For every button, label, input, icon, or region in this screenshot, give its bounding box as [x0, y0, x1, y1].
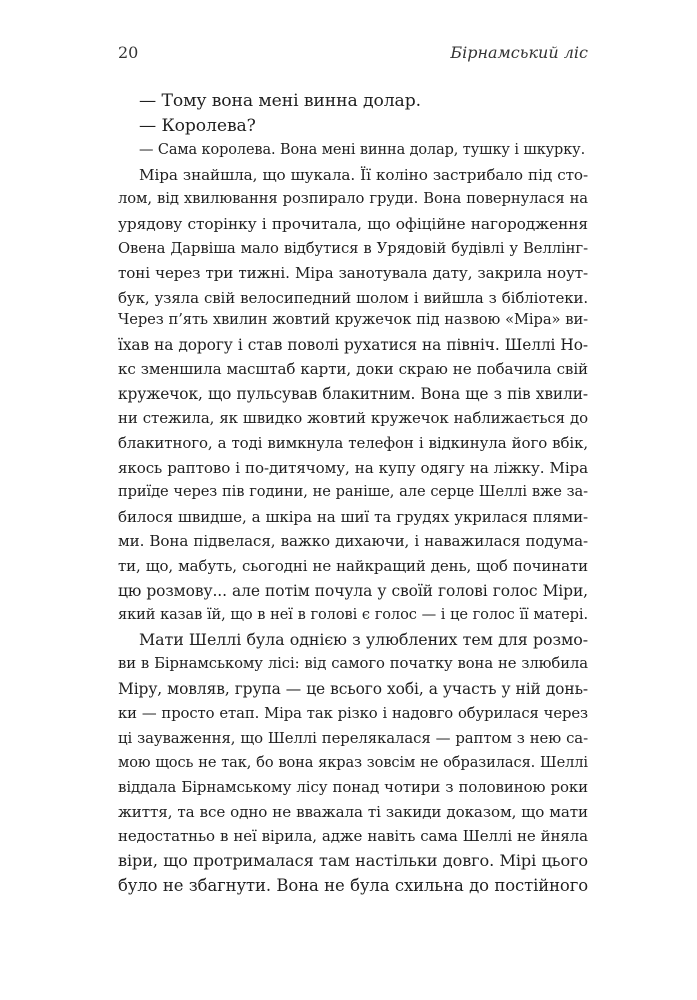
text-line: їхав на дорогу і став поволі рухатися на північ. Шеллі Но-: [118, 335, 588, 354]
text-line: бук, узяла свій велосипедний шолом і вийшла з бібліотеки.: [118, 288, 588, 307]
text-line: кс зменшила масштаб карти, доки скраю не побачила свій: [118, 360, 588, 379]
text-line: блакитного, а тоді вимкнула телефон і відкинула його вбік,: [118, 433, 588, 452]
text-line: Мати Шеллі була однією з улюблених тем для розмо-: [139, 629, 588, 649]
text-line: билося швидше, а шкіра на шиї та грудях укрилася плями-: [118, 507, 588, 526]
text-line: якось раптово і по-дитячому, на купу одягу на ліжку. Міра: [118, 458, 588, 477]
text-line: було не збагнути. Вона не була схильна до постійного: [118, 875, 588, 895]
text-line: ви в Бірнамському лісі: від самого початку вона не злюбила: [118, 655, 588, 673]
text-block-narrative: [118, 308, 588, 898]
text-line: ти, що, мабуть, сьогодні не найкращий день, щоб починати: [118, 556, 588, 575]
text-line: ці зауваження, що Шеллі перелякалася — раптом з нею са-: [118, 729, 588, 748]
text-line: Міра знайшла, що шукала. Її коліно застрибало під сто-: [139, 165, 588, 184]
text-line: кружечок, що пульсував блакитним. Вона ще з пів хвили-: [118, 384, 588, 403]
text-line: життя, та все одно не вважала ті закиди доказом, що мати: [118, 802, 588, 821]
text-line: мою щось не так, бо вона якраз зовсім не образилася. Шеллі: [118, 753, 588, 771]
text-line: тоні через три тижні. Міра занотувала дату, закрила ноут-: [118, 264, 588, 283]
text-line: — Королева?: [139, 115, 256, 136]
text-line: урядову сторінку і прочитала, що офіційне нагородження: [118, 214, 588, 233]
text-line: лом, від хвилювання розпирало груди. Вона повернулася на: [118, 190, 588, 208]
page-number: 20: [118, 43, 139, 62]
text-line: ни стежила, як швидко жовтий кружечок наближається до: [118, 409, 588, 428]
text-line: ми. Вона підвелася, важко дихаючи, і наважилася подума-: [118, 532, 588, 551]
text-line: — Тому вона мені винна долар.: [139, 91, 421, 111]
running-header: [118, 43, 588, 73]
text-line: віри, що протрималася там настільки довго. Мірі цього: [118, 851, 588, 871]
text-line: Міру, мовляв, група — це всього хобі, а участь у ній донь-: [118, 679, 588, 698]
text-line: недостатньо в неї вірила, адже навіть сама Шеллі не йняла: [118, 827, 588, 846]
text-block-dialogue: [118, 89, 588, 310]
text-line: Через п’ять хвилин жовтий кружечок під назвою «Міра» ви-: [118, 311, 588, 328]
text-line: ки — просто етап. Міра так різко і надовго обурилася через: [118, 704, 588, 722]
text-line: віддала Бірнамському лісу понад чотири з половиною роки: [118, 778, 588, 797]
running-title: Бірнамський ліс: [450, 43, 588, 62]
text-line: приїде через пів години, не раніше, але серце Шеллі вже за-: [118, 483, 588, 501]
text-line: — Сама королева. Вона мені винна долар, тушку і шкурку.: [139, 142, 586, 159]
text-line: Овена Дарвіша мало відбутися в Урядовій будівлі у Веллінг-: [118, 239, 588, 257]
text-line: який казав їй, що в неї в голові є голос — і це голос її матері.: [118, 606, 588, 624]
text-line: цю розмову... але потім почула у своїй голові голос Міри,: [118, 581, 588, 600]
